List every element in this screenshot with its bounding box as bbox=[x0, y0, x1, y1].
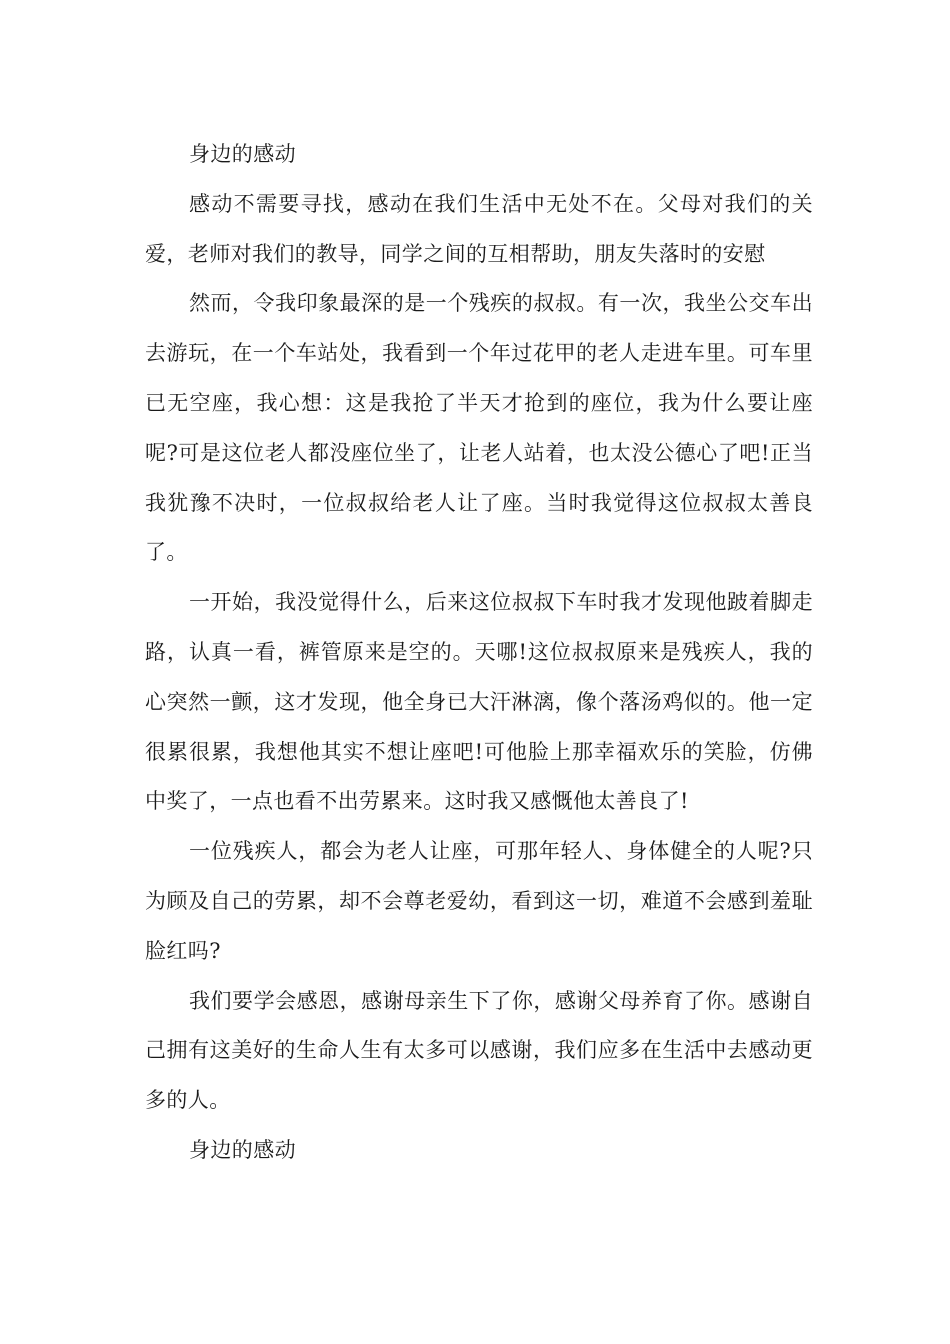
document-title: 身边的感动 bbox=[189, 142, 296, 166]
paragraph-reflection: 一位残疾人，都会为老人让座，可那年轻人、身体健全的人呢?只为顾及自己的劳累，却不会尊老爱幼，看到这一切，难道不会感到羞耻脸红吗? bbox=[145, 839, 813, 963]
paragraph-intro: 感动不需要寻找，感动在我们生活中无处不在。父母对我们的关爱，老师对我们的教导，同学之间的互相帮助，朋友失落时的安慰 bbox=[145, 191, 813, 266]
document-page bbox=[145, 130, 813, 1176]
next-article-title: 身边的感动 bbox=[189, 1137, 296, 1162]
paragraph-gratitude: 我们要学会感恩，感谢母亲生下了你，感谢父母养育了你。感谢自己拥有这美好的生命人生有太多可以感谢，我们应多在生活中去感动更多的人。 bbox=[145, 988, 813, 1113]
paragraph-disabled-uncle: 一开始，我没觉得什么，后来这位叔叔下车时我才发现他跛着脚走路，认真一看，裤管原来是空的。天哪!这位叔叔原来是残疾人，我的心突然一颤，这才发现，他全身已大汗淋漓，像个落汤鸡似的。他一定很累很累，我想他其实不想让座吧!可他脸上那幸福欢乐的笑脸，仿佛中奖了，一点也看不出劳累来。这时我又感慨他太善良了! bbox=[145, 590, 813, 814]
paragraph-bus-story: 然而，令我印象最深的是一个残疾的叔叔。有一次，我坐公交车出去游玩，在一个车站处，我看到一个年过花甲的老人走进车里。可车里已无空座，我心想：这是我抢了半天才抢到的座位，我为什么要让座呢?可是这位老人都没座位坐了，让老人站着，也太没公德心了吧!正当我犹豫不决时，一位叔叔给老人让了座。当时我觉得这位叔叔太善良了。 bbox=[145, 291, 813, 565]
